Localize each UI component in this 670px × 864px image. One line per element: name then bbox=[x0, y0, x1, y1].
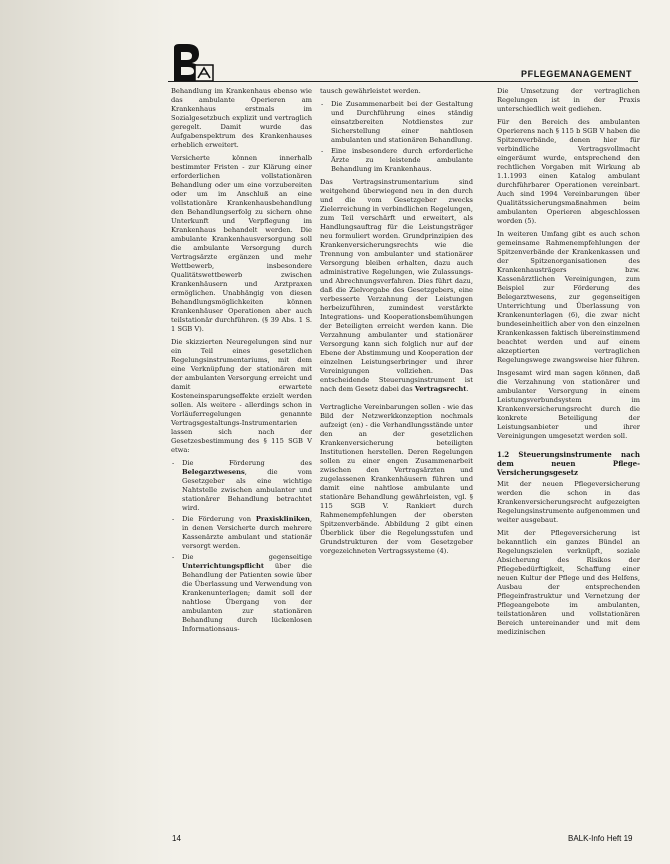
section-heading: 1.2 Steuerungsinstrumente nach dem neuen Pflege-Versicherungsgesetz bbox=[497, 450, 640, 477]
header-rule bbox=[168, 81, 638, 82]
page-number: 14 bbox=[172, 834, 181, 843]
paragraph: Das Vertragsinstrumentarium sind weitgehend überwiegend neu in den durch und die vom Gesetzgeber zwecks Zielerreichung in verbindlichen Regelungen, zum Teil verschärft und erweitert, als Handlungsauftrag für die Leistungsträger neu formuliert worden. Grundprinzipien des Krankenversicherungsrechts wie die Trennung von ambulanter und stationärer Versorgung bleiben erhalten, dazu auch administrative Regelungen, wie Zulassungs- und Abrechnungsverfahren. Dies führt dazu, daß die Zielvorgabe des Gesetzgebers, eine verbesserte Verzahnung der Leistungen herbeizuführen, zumindest verstärkte Integrations- und Kooperationsbemühungen der Beteiligten erreicht werden kann. Die Verzahnung ambulanter und stationärer Versorgung kann sich folglich nur auf der Ebene der Abstimmung und Kooperation der einzelnen Leistungserbringer und ihrer Vereinigungen vollziehen. Das entscheidende Steuerungsinstrument ist nach dem Gesetz dabei das Vertragsrecht. bbox=[320, 178, 473, 393]
bullet-list bbox=[320, 100, 473, 174]
paragraph: Behandlung im Krankenhaus ebenso wie das ambulante Operieren am Krankenhaus erstmals im Sozialgesetzbuch explizit und vertraglich geregelt. Damit wurde das Aufgabenspektrum des Krankenhauses erheblich erweitert. bbox=[171, 87, 312, 149]
key-term: Belegarztwesens bbox=[182, 468, 245, 476]
paragraph: Insgesamt wird man sagen können, daß die Verzahnung von stationärer und ambulanter Versorgung in einem Leistungsverbundsystem im Krankenversicherungsrecht durch die konkrete Beteiligung der Leistungsanbieter und ihrer Vereinigungen umgesetzt werden soll. bbox=[497, 369, 640, 440]
text-column-right bbox=[497, 87, 640, 641]
journal-footer: BALK-Info Heft 19 bbox=[568, 834, 633, 843]
paragraph: Für den Bereich des ambulanten Operierens nach § 115 b SGB V haben die Spitzenverbände, denen hier für verbindliche Vertragsvollmacht eingeräumt wurde, entsprechend den rechtlichen Vorgaben mit Wirkung ab 1.1.1993 einen Katalog ambulant durchführbarer Operationen vereinbart. Auch sind 1994 Vereinbarungen über Qualitätssicherungsmaßnahmen beim ambulanten Operieren abgeschlossen worden (5). bbox=[497, 118, 640, 225]
paragraph: Versicherte können innerhalb bestimmter Fristen - zur Klärung einer erforderlichen vollstationären Behandlung oder um eine vorzubereiten oder um im Anschluß an eine vollstationäre Krankenhausbehandlung den Behandlungserfolg zu sichern ohne Unterkunft und Verpflegung im Krankenhaus behandelt werden. Die ambulante Krankenhausversorgung soll die ambulante Versorgung durch Vertragsärzte ergänzen und mehr Wettbewerb, insbesondere Qualitätswettbewerb zwischen Krankenhäusern und Arztpraxen ermöglichen. Unabhängig von diesen Behandlungsmöglichkeiten können Krankenhäuser Operationen aber auch teilstationär durchführen. (§ 39 Abs. 1 S. 1 SGB V). bbox=[171, 154, 312, 333]
text-column-middle bbox=[320, 87, 473, 560]
page-gutter-shadow bbox=[0, 0, 175, 864]
paragraph: Die skizzierten Neuregelungen sind nur ein Teil eines gesetzlichen Regelungsinstrumentariums, mit dem eine Verknüpfung der stationären mit der ambulanten Versorgung erreicht und damit erwartete Kosteneinsparungseffekte erzielt werden sollen. Als weitere - allerdings schon in Vorläuferregelungen genannte Vertragsgestaltungs-Instrumentarien lassen sich nach der Gesetzesbestimmung des § 115 SGB V etwa: bbox=[171, 338, 312, 454]
list-item: - Die Förderung des Belegarztwesens, die vom Gesetzgeber als eine wichtige Nahtstelle zwischen ambulanter und stationärer Behandlung betrachtet wird. bbox=[171, 459, 312, 513]
paragraph: Die Umsetzung der vertraglichen Regelungen ist in der Praxis unterschiedlich weit gediehen. bbox=[497, 87, 640, 113]
key-term: Vertragsrecht bbox=[414, 385, 467, 393]
paragraph: tausch gewährleistet werden. bbox=[320, 87, 421, 95]
paragraph: In weiteren Umfang gibt es auch schon gemeinsame Rahmenempfehlungen der Spitzenverbände der Krankenkassen und der Spitzenorganisationen des Krankenhausträgers bzw. Kassenärztlichen Vereinigungen, zum Beispiel zur Förderung des Belegarztwesens, zur gegenseitigen Unterrichtung und Überlassung von Krankenunterlagen (6), die zwar nicht bundeseinheitlich aber von den einzelnen Krankenkassen faktisch übereinstimmend beachtet werden und auf einem akzeptierten vertraglichen Regelungswege zwangsweise hier führen. bbox=[497, 230, 640, 364]
list-item: - Die Zusammenarbeit bei der Gestaltung und Durchführung eines ständig einsatzbereiten Notdienstes zur Sicherstellung einer nahtlosen ambulanten und stationären Behandlung. bbox=[320, 100, 473, 145]
list-item: - Die gegenseitige Unterrichtungspflicht über die Behandlung der Patienten sowie über die Überlassung und Verwendung von Krankenunterlagen; damit soll der nahtlose Übergang von der ambulanten zur stationären Behandlung durch lückenlosen Informationsaus- bbox=[171, 553, 312, 634]
bullet-list bbox=[171, 459, 312, 634]
list-item: - Eine insbesondere durch erforderliche Ärzte zu leistende ambulante Behandlung im Krankenhaus. bbox=[320, 147, 473, 174]
balk-logo-icon bbox=[168, 40, 216, 86]
paragraph: Mit der Pflegeversicherung ist bekanntlich ein ganzes Bündel an Regelungszielen verknüpft, soziale Absicherung des Risikos der Pflegebedürftigkeit, Schaffung einer neuen Kultur der Pflege und des Helfens, Ausbau der entsprechenden Pflegeinfrastruktur und Vernetzung der Pflegeangebote im ambulanten, teilstationären und vollstationären Bereich untereinander und mit dem medizinischen bbox=[497, 529, 640, 636]
section-header: PFLEGEMANAGEMENT bbox=[521, 69, 633, 79]
list-item: - Die Förderung von Praxiskliniken, in denen Versicherte durch mehrere Kassenärzte ambulant und stationär versorgt werden. bbox=[171, 515, 312, 551]
text-column-left bbox=[171, 87, 312, 638]
paragraph: Vertragliche Vereinbarungen sollen - wie das Bild der Netzwerkkonzeption nochmals aufzeigt (en) - die Verhandlungsstände unter den an der gesetzlichen Krankenversicherung beteiligten Institutionen herstellen. Deren Regelungen sollen zu einer engen Zusammenarbeit zwischen den Vertragsärzten und zugelassenen Krankenhäusern führen und damit eine nahtlose ambulante und stationäre Behandlung gewährleisten, vgl. § 115 SGB V. Rankiert durch Rahmenempfehlungen der obersten Spitzenverbände. Abbildung 2 gibt einen Überblick über die Regelungsstufen und Grundstrukturen der vom Gesetzgeber vorgezeichneten Vertragssysteme (4). bbox=[320, 403, 473, 555]
key-term: Praxiskliniken bbox=[255, 515, 310, 523]
key-term: Unterrichtungspflicht bbox=[182, 562, 264, 570]
paragraph: Mit der neuen Pflegeversicherung werden die schon in das Krankenversicherungsrecht aufgezeigten Regelungsinstrumente aufgenommen und weiter ausgebaut. bbox=[497, 480, 640, 524]
